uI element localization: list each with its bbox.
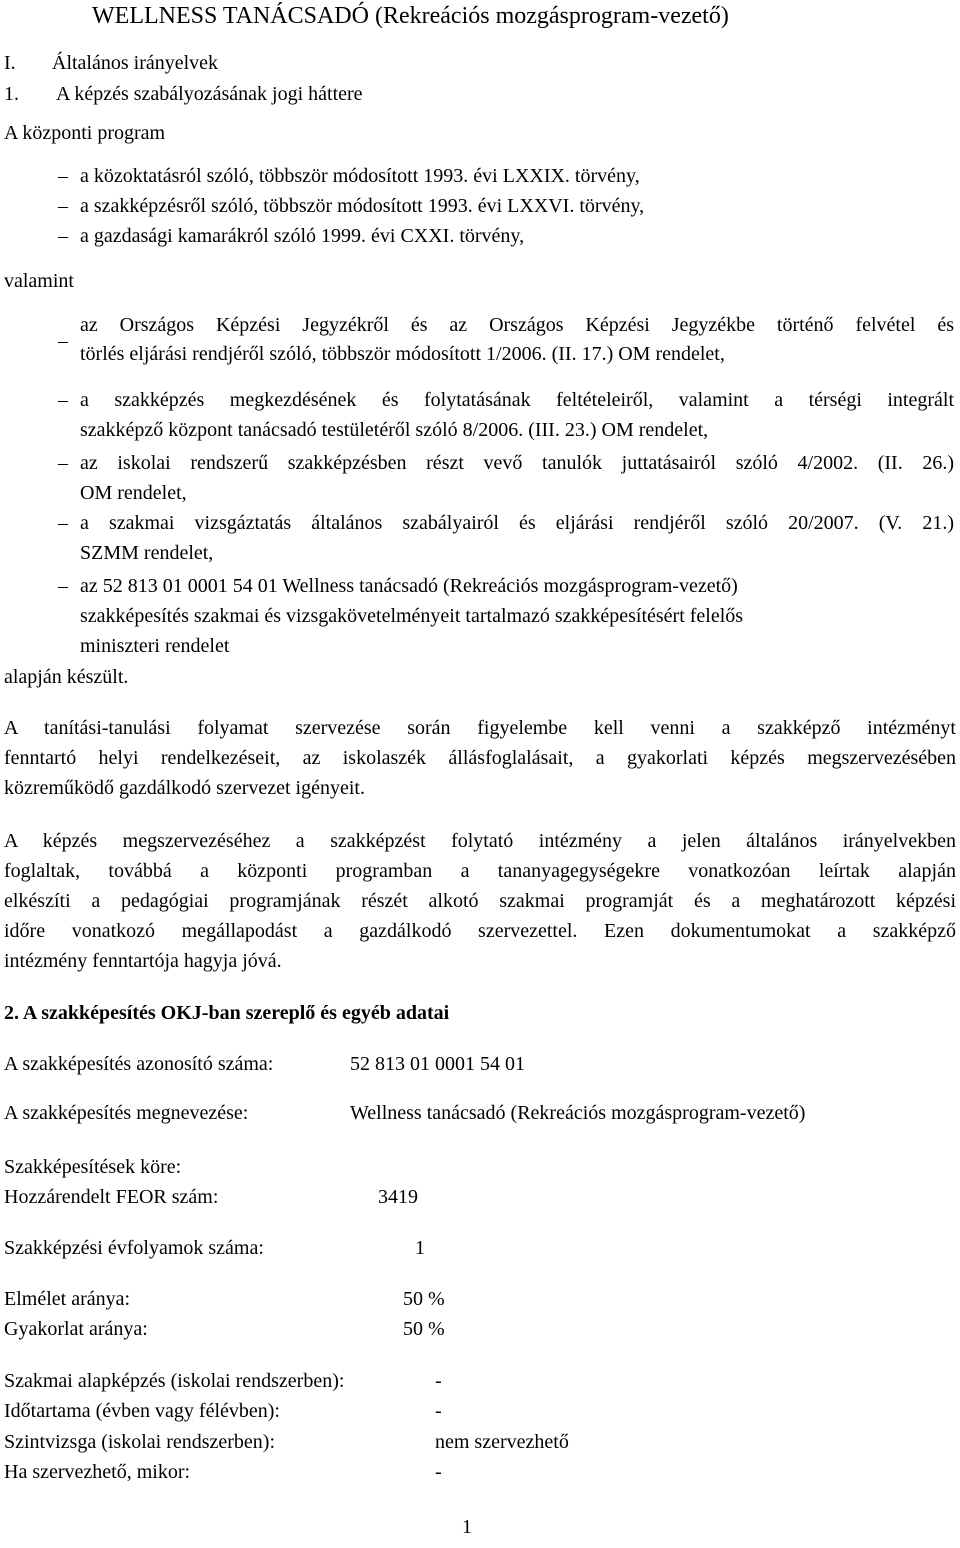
megnevezes-value: Wellness tanácsadó (Rekreációs mozgásprogram-vezető)	[350, 1102, 806, 1124]
bullet-dash: –	[58, 512, 68, 534]
valamint-text: valamint	[4, 270, 74, 292]
law-item-line: az 52 813 01 0001 54 01 Wellness tanácsadó (Rekreációs mozgásprogram-vezető)	[80, 575, 738, 597]
gyakorlat-value: 50 %	[403, 1318, 445, 1340]
subsection-title: A képzés szabályozásának jogi háttere	[56, 83, 363, 105]
elmelet-value: 50 %	[403, 1288, 445, 1310]
law-item-line: az iskolai rendszerű szakképzésben részt vevő tanulók juttatásairól szóló 4/2002. (II. 26.)	[80, 452, 954, 474]
paragraph-line: fenntartó helyi rendelkezéseit, az iskolaszék állásfoglalásait, a gyakorlati képzés megszervezésében	[4, 747, 956, 769]
paragraph-line: közreműködő gazdálkodó szervezet igényeit.	[4, 777, 365, 799]
law-item: a szakképzésről szóló, többször módosított 1993. évi LXXVI. törvény,	[80, 195, 645, 217]
bullet-dash: –	[58, 452, 68, 474]
bullet-dash: –	[58, 389, 68, 411]
law-item-line: OM rendelet,	[80, 482, 187, 504]
law-item-line: az Országos Képzési Jegyzékről és az Országos Képzési Jegyzékbe történő felvétel és	[80, 314, 954, 336]
paragraph-line: A tanítási-tanulási folyamat szervezése során figyelembe kell venni a szakképző intézményt	[4, 717, 956, 739]
section-number: I.	[4, 52, 16, 74]
idotartam-value: -	[435, 1400, 442, 1422]
azonosito-value: 52 813 01 0001 54 01	[350, 1053, 525, 1075]
azonosito-label: A szakképesítés azonosító száma:	[4, 1053, 274, 1075]
evfolyam-label: Szakképzési évfolyamok száma:	[4, 1237, 264, 1259]
law-item-line: szakképző központ tanácsadó testületéről szóló 8/2006. (III. 23.) OM rendelet,	[80, 419, 709, 441]
section-title: Általános irányelvek	[52, 52, 219, 74]
bullet-dash: –	[58, 165, 68, 187]
law-item-line: törlés eljárási rendjéről szóló, többször módosított 1/2006. (II. 17.) OM rendelet,	[80, 343, 725, 365]
mikor-label: Ha szervezhető, mikor:	[4, 1461, 191, 1483]
alapkepzes-value: -	[435, 1370, 442, 1392]
paragraph-line: A képzés megszervezéséhez a szakképzést folytató intézmény a jelen általános irányelvekben	[4, 830, 956, 852]
law-item-line: a szakképzés megkezdésének és folytatásának feltételeiről, valamint a térségi integrált	[80, 389, 954, 411]
document-title: WELLNESS TANÁCSADÓ (Rekreációs mozgásprogram-vezető)	[92, 3, 729, 29]
paragraph-line: foglaltak, továbbá a központi programban a tananyagegységekre vonatkozóan leírtak alapján	[4, 860, 956, 882]
paragraph-line: intézmény fenntartója hagyja jóvá.	[4, 950, 282, 972]
intro-text: A központi program	[4, 122, 166, 144]
bullet-dash: –	[58, 330, 68, 352]
idotartam-label: Időtartama (évben vagy félévben):	[4, 1400, 280, 1422]
kore-label: Szakképesítések köre:	[4, 1156, 182, 1178]
paragraph-line: időre vonatkozó megállapodást a gazdálkodó szervezettel. Ezen dokumentumokat a szakképző	[4, 920, 956, 942]
law-item-line: a szakmai vizsgáztatás általános szabályairól és eljárási rendjéről szóló 20/2007. (V. 21.)	[80, 512, 954, 534]
feor-label: Hozzárendelt FEOR szám:	[4, 1186, 219, 1208]
section-2-heading: 2. A szakképesítés OKJ-ban szereplő és egyéb adatai	[4, 1002, 450, 1024]
law-item: a közoktatásról szóló, többször módosított 1993. évi LXXIX. törvény,	[80, 165, 640, 187]
szintvizsga-value: nem szervezhető	[435, 1431, 569, 1453]
subsection-number: 1.	[4, 83, 19, 105]
bullet-dash: –	[58, 225, 68, 247]
bullet-dash: –	[58, 195, 68, 217]
law-item-line: szakképesítés szakmai és vizsgakövetelményeit tartalmazó szakképesítésért felelős	[80, 605, 744, 627]
elmelet-label: Elmélet aránya:	[4, 1288, 131, 1310]
gyakorlat-label: Gyakorlat aránya:	[4, 1318, 148, 1340]
megnevezes-label: A szakképesítés megnevezése:	[4, 1102, 249, 1124]
law-item-line: SZMM rendelet,	[80, 542, 214, 564]
feor-value: 3419	[378, 1186, 418, 1208]
szintvizsga-label: Szintvizsga (iskolai rendszerben):	[4, 1431, 276, 1453]
closing-text: alapján készült.	[4, 666, 129, 688]
alapkepzes-label: Szakmai alapképzés (iskolai rendszerben):	[4, 1370, 345, 1392]
evfolyam-value: 1	[415, 1237, 425, 1259]
paragraph-line: elkészíti a pedagógiai programjának részét alkotó szakmai programját és a meghatározott képzési	[4, 890, 956, 912]
mikor-value: -	[435, 1461, 442, 1483]
bullet-dash: –	[58, 575, 68, 597]
law-item-line: miniszteri rendelet	[80, 635, 230, 657]
page-number: 1	[462, 1516, 472, 1538]
law-item: a gazdasági kamarákról szóló 1999. évi CXXI. törvény,	[80, 225, 525, 247]
